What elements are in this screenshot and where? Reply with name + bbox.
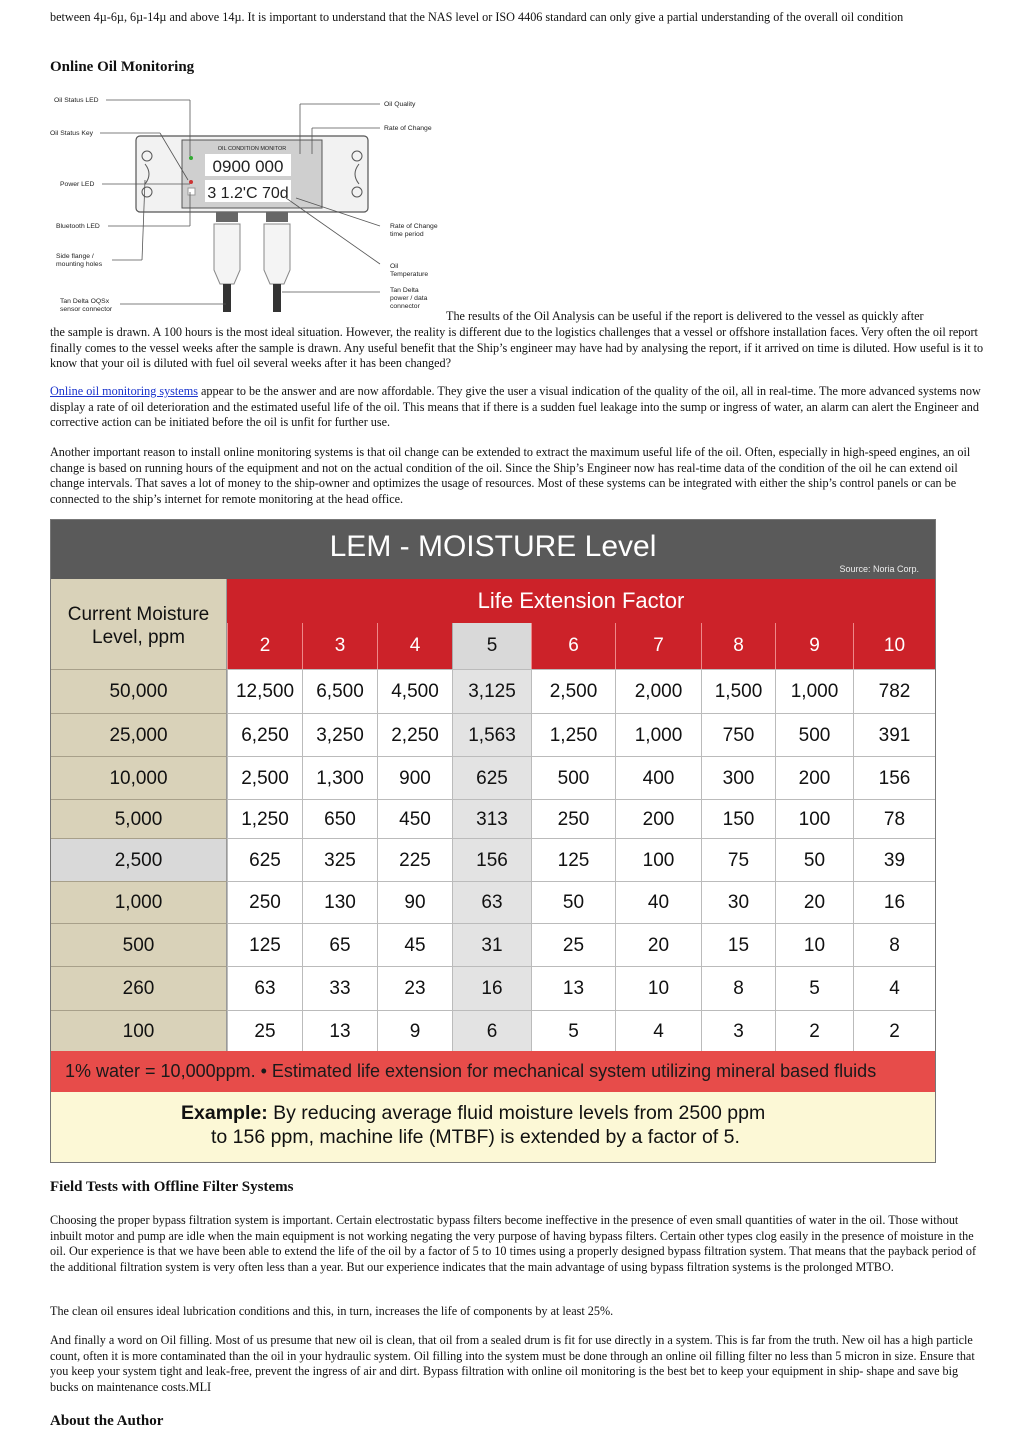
table-cell: 900: [377, 756, 452, 799]
table-cell: 156: [452, 838, 531, 881]
oil-filling-paragraph: And finally a word on Oil filling. Most of us presume that new oil is clean, that oil from a sealed drum is fit for use directly in a system. This is far from the truth. New oil has a high particle count, often it is more contaminated than the oil in your hydraulic system. Oil filling into the system must be done through an online oil filling filter no less than 5 micron in size. Ensure that you keep your system tight and leak-free, prevent the ingress of air and dirt. Bypass filtration with online oil monitoring is the best bet to keep your equipment in ship- shape and save big bucks on maintenance costs.MLI: [50, 1333, 975, 1394]
table-cell: 10: [615, 966, 701, 1010]
table-cell: 6,500: [302, 669, 377, 713]
table-cell: 500: [775, 713, 853, 756]
analysis-paragraph: the sample is drawn. A 100 hours is the most ideal situation. However, the reality is different due to the logistics challenges that a vessel or offshore installation faces. Very often the oil report finally comes to the vessel weeks after the sample is drawn. Any useful benefit that the Ship’s engineer may have had by analysing the report, if it arrived on time is diluted. How useful is it to know that your oil is diluted with fuel oil several weeks after it has been changed?: [50, 325, 984, 371]
table-cell: 300: [701, 756, 775, 799]
table-cell: 30: [701, 881, 775, 923]
table-cell: 6: [452, 1010, 531, 1051]
table-cell: 2,500: [531, 669, 615, 713]
label-side-flange: Side flange /: [56, 253, 94, 260]
table-cell: 16: [853, 881, 935, 923]
table-cell: 250: [227, 881, 302, 923]
label-sensor-connector: sensor connector: [60, 306, 113, 313]
table-cell: 750: [701, 713, 775, 756]
table-cell: 3,125: [452, 669, 531, 713]
example-line-2: to 156 ppm, machine life (MTBF) is extended by a factor of 5.: [211, 1126, 740, 1148]
status-led-icon: [189, 156, 193, 160]
table-cell: 5: [775, 966, 853, 1010]
moisture-level-cell: 10,000: [51, 756, 227, 799]
label-bluetooth-led: Bluetooth LED: [56, 223, 100, 230]
factor-header-3: 3: [302, 623, 377, 669]
table-cell: 5: [531, 1010, 615, 1051]
table-cell: 1,500: [701, 669, 775, 713]
table-cell: 2,000: [615, 669, 701, 713]
table-cell: 100: [615, 838, 701, 881]
table-cell: 1,250: [531, 713, 615, 756]
table-cell: 20: [615, 923, 701, 966]
label-tan-delta-oqsx: Tan Delta OQSx: [60, 298, 110, 305]
example-line-1: By reducing average fluid moisture levels from 2500 ppm: [267, 1102, 766, 1124]
display-line-2: 3 1.2'C 70d: [207, 185, 289, 202]
table-cell: 625: [452, 756, 531, 799]
moisture-level-cell: 2,500: [51, 838, 227, 881]
factor-header-10: 10: [853, 623, 935, 669]
table-cell: 156: [853, 756, 935, 799]
label-time-period: time period: [390, 231, 424, 238]
table-cell: 23: [377, 966, 452, 1010]
lem-header-bar: [51, 520, 935, 579]
table-cell: 25: [227, 1010, 302, 1051]
example-bold: Example:: [181, 1102, 268, 1124]
table-cell: 63: [452, 881, 531, 923]
table-cell: 200: [615, 799, 701, 838]
factor-header-2: 2: [227, 623, 302, 669]
moisture-level-cell: 25,000: [51, 713, 227, 756]
table-cell: 4: [853, 966, 935, 1010]
table-cell: 1,000: [775, 669, 853, 713]
table-cell: 6,250: [227, 713, 302, 756]
table-cell: 250: [531, 799, 615, 838]
table-cell: 33: [302, 966, 377, 1010]
moisture-level-cell: 500: [51, 923, 227, 966]
lem-example: [51, 1092, 935, 1162]
oil-condition-monitor-diagram: [50, 92, 450, 318]
label-oil-status-led: Oil Status LED: [54, 97, 99, 104]
table-cell: 2,500: [227, 756, 302, 799]
corner-label-1: Current Moisture: [67, 604, 210, 625]
table-cell: 125: [227, 923, 302, 966]
table-cell: 3,250: [302, 713, 377, 756]
label-rate-of-change: Rate of Change: [384, 125, 432, 132]
table-cell: 13: [302, 1010, 377, 1051]
label-mounting-holes: mounting holes: [56, 261, 103, 268]
table-cell: 12,500: [227, 669, 302, 713]
table-cell: 90: [377, 881, 452, 923]
moisture-level-cell: 50,000: [51, 669, 227, 713]
reason-paragraph: Another important reason to install online monitoring systems is that oil change can be extended to extract the maximum useful life of the oil. Often, especially in high-speed engines, an oil change is based on running hours of the equipment and not on the actual condition of the oil. Since the Ship’s Engineer now has real-time data of the condition of the oil he can extend oil change intervals. That saves a lot of money to the ship-owner and optimizes the usage of resources. Most of these systems can be integrated with either the ship’s control panels or can be connected to the ship’s internet for remote monitoring at the head office.: [50, 445, 971, 506]
table-cell: 65: [302, 923, 377, 966]
clean-oil-paragraph: The clean oil ensures ideal lubrication conditions and this, in turn, increases the life of components by at least 25%.: [50, 1304, 614, 1318]
table-cell: 78: [853, 799, 935, 838]
device-title: OIL CONDITION MONITOR: [217, 146, 287, 152]
table-cell: 8: [701, 966, 775, 1010]
table-cell: 100: [775, 799, 853, 838]
table-cell: 13: [531, 966, 615, 1010]
table-cell: 20: [775, 881, 853, 923]
table-cell: 125: [531, 838, 615, 881]
table-cell: 1,250: [227, 799, 302, 838]
table-cell: 16: [452, 966, 531, 1010]
table-cell: 1,300: [302, 756, 377, 799]
table-cell: 1,563: [452, 713, 531, 756]
table-cell: 40: [615, 881, 701, 923]
lem-moisture-table: [50, 519, 936, 1163]
heading-online-oil-monitoring: Online Oil Monitoring: [50, 59, 195, 75]
lem-note: 1% water = 10,000ppm. • Estimated life extension for mechanical system utilizing mineral based fluids: [51, 1051, 935, 1092]
table-cell: 3: [701, 1010, 775, 1051]
table-cell: 400: [615, 756, 701, 799]
table-cell: 9: [377, 1010, 452, 1051]
table-cell: 63: [227, 966, 302, 1010]
life-extension-factor-header: Life Extension Factor: [227, 579, 935, 623]
table-cell: 200: [775, 756, 853, 799]
table-cell: 225: [377, 838, 452, 881]
online-oil-monitoring-link[interactable]: Online oil monitoring systems: [50, 384, 198, 398]
table-cell: 1,000: [615, 713, 701, 756]
analysis-paragraph-start: The results of the Oil Analysis can be useful if the report is delivered to the vessel as quickly after: [446, 309, 924, 323]
table-cell: 391: [853, 713, 935, 756]
label-rate-of-change-2: Rate of Change: [390, 223, 438, 230]
table-cell: 313: [452, 799, 531, 838]
table-cell: 4,500: [377, 669, 452, 713]
label-oil-status-key: Oil Status Key: [50, 130, 94, 137]
factor-header-5: 5: [452, 623, 531, 669]
table-cell: 50: [531, 881, 615, 923]
moisture-level-cell: 100: [51, 1010, 227, 1051]
label-temperature: Temperature: [390, 271, 429, 278]
moisture-level-cell: 260: [51, 966, 227, 1010]
intro-paragraph: between 4µ-6µ, 6µ-14µ and above 14µ. It is important to understand that the NAS level or ISO 4406 standard can only give a partial understanding of the overall oil condition: [50, 10, 904, 24]
table-cell: 10: [775, 923, 853, 966]
display-line-1: 0900 000: [212, 157, 284, 176]
table-cell: 2: [775, 1010, 853, 1051]
table-cell: 625: [227, 838, 302, 881]
label-tan-delta: Tan Delta: [390, 287, 419, 294]
heading-about-author: About the Author: [50, 1413, 164, 1429]
moisture-level-cell: 5,000: [51, 799, 227, 838]
label-oil-quality: Oil Quality: [384, 101, 416, 108]
online-systems-text: appear to be the answer and are now affordable. They give the user a visual indication of the quality of the oil, all in real-time. The more advanced systems now display a rate of oil deterioration and the estimated useful life of the oil. This means that if there is a sudden fuel leakage into the sump or ingress of water, an alarm can alert the Engineer and corrective action can be initiated before the oil is unfit for further use.: [50, 384, 981, 430]
heading-field-tests: Field Tests with Offline Filter Systems: [50, 1179, 294, 1195]
factor-header-6: 6: [531, 623, 615, 669]
factor-header-9: 9: [775, 623, 853, 669]
table-cell: 25: [531, 923, 615, 966]
table-cell: 782: [853, 669, 935, 713]
lem-source: Source: Noria Corp.: [839, 564, 919, 574]
table-cell: 45: [377, 923, 452, 966]
factor-header-8: 8: [701, 623, 775, 669]
table-cell: 450: [377, 799, 452, 838]
label-connector: connector: [390, 303, 420, 310]
moisture-level-cell: 1,000: [51, 881, 227, 923]
factor-header-7: 7: [615, 623, 701, 669]
table-cell: 39: [853, 838, 935, 881]
table-cell: 50: [775, 838, 853, 881]
label-power-led: Power LED: [60, 181, 95, 188]
table-cell: 130: [302, 881, 377, 923]
table-cell: 500: [531, 756, 615, 799]
table-cell: 2: [853, 1010, 935, 1051]
power-led-icon: [189, 180, 193, 184]
lem-title: LEM - MOISTURE Level: [329, 530, 657, 563]
table-cell: 75: [701, 838, 775, 881]
factor-header-4: 4: [377, 623, 452, 669]
table-cell: 325: [302, 838, 377, 881]
table-cell: 8: [853, 923, 935, 966]
table-cell: 650: [302, 799, 377, 838]
field-tests-paragraph: Choosing the proper bypass filtration system is important. Certain electrostatic bypass filters become ineffective in the presence of even small quantities of water in the oil. Those without inbuilt motor and pump are idle when the main equipment is not working negating the very purpose of having bypass filters. Certain other types clog easily in the presence of moisture in the oil. Our experience is that we have been able to extend the life of the oil by a factor of 5 to 10 times using a properly designed bypass filtration system. That means that the payback period of the additional filtration system is very often less than a year. But our experience indicates that the main advantage of using bypass filtration systems is the prolonged MTBO.: [50, 1213, 977, 1274]
table-cell: 31: [452, 923, 531, 966]
corner-label-2: Level, ppm: [92, 627, 185, 648]
table-cell: 4: [615, 1010, 701, 1051]
table-cell: 15: [701, 923, 775, 966]
label-power-data: power / data: [390, 295, 428, 302]
table-cell: 150: [701, 799, 775, 838]
lem-corner-header: [51, 579, 227, 669]
table-cell: 2,250: [377, 713, 452, 756]
label-oil: Oil: [390, 263, 399, 270]
online-systems-paragraph: [50, 384, 986, 431]
